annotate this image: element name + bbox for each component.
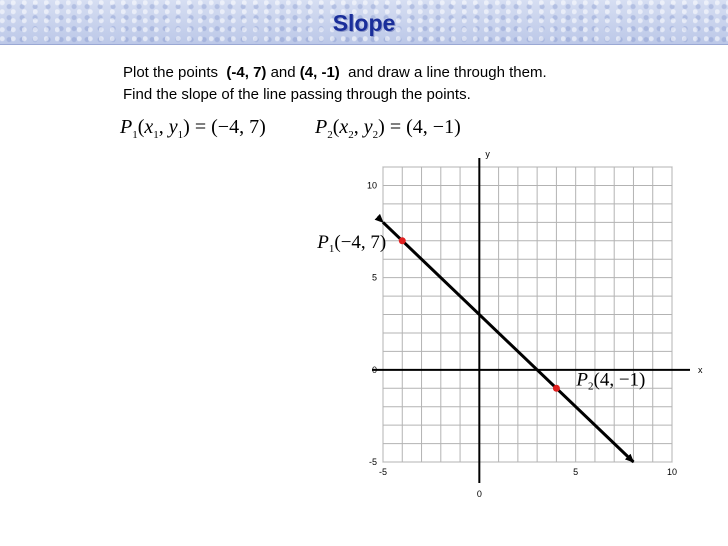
point-1-label: $P_1(-4$, 7) [317, 231, 387, 255]
formula-point-2: $P_2(x_2$, $y_2) = (4$, −1) [315, 116, 461, 141]
plotted-points [316, 232, 645, 393]
y-axis-label: y [485, 149, 490, 159]
tick-labels [367, 180, 677, 499]
grid-lines [383, 167, 672, 462]
instruction-and: and [270, 64, 296, 81]
x-axis-label: x [698, 364, 703, 375]
x-tick-label: 0 [476, 489, 482, 499]
y-tick-label: 5 [371, 272, 377, 283]
point-2-text: (4, -1) [299, 64, 340, 81]
point-1-text: (-4, 7) [226, 64, 267, 81]
point-2-marker [553, 385, 560, 392]
x-tick-label: 10 [666, 467, 678, 477]
point-1-marker [399, 237, 406, 244]
line-through-points [383, 222, 633, 462]
formula-point-1: $P_1(x_1$, $y_1) = (-4$, 7) [120, 116, 266, 141]
instruction-text: Plot the points [123, 64, 219, 81]
y-tick-label: -5 [368, 457, 377, 467]
y-tick-label: 0 [371, 364, 377, 375]
y-tick-label: 10 [366, 180, 377, 191]
slide-title: Slope [332, 10, 396, 36]
instruction-line-2: Find the slope of the line passing through the points. [123, 86, 471, 103]
instruction-text-end: and draw a line through them. [348, 64, 547, 81]
point-2-label: $P_2(4$, −1) [576, 369, 646, 393]
x-tick-label: -5 [378, 467, 388, 477]
plotted-line [383, 222, 633, 462]
x-tick-label: 5 [573, 467, 579, 477]
